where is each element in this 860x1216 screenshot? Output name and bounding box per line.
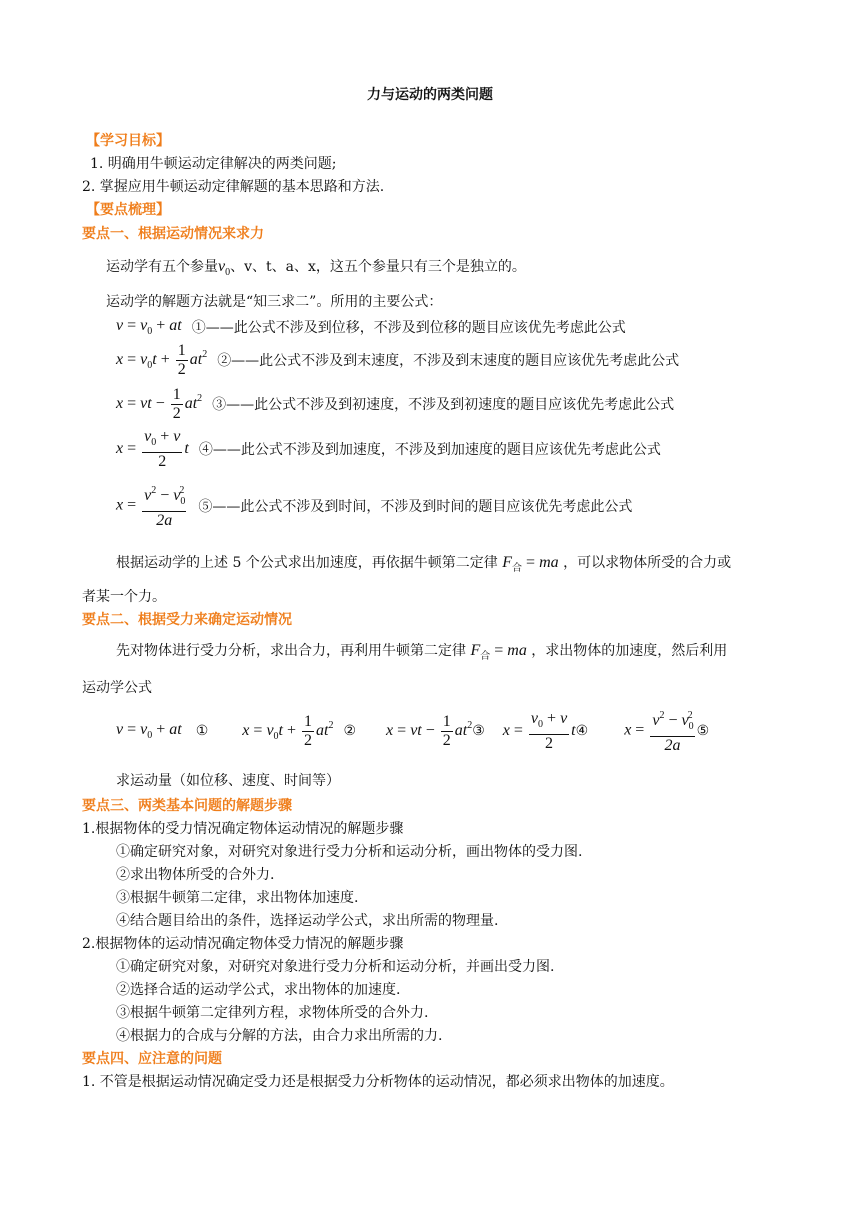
step1-heading: 1.根据物体的受力情况确定物体运动情况的解题步骤 bbox=[82, 821, 404, 837]
step1-item2: ②求出物体所受的合外力. bbox=[116, 867, 275, 883]
page-title: 力与运动的两类问题 bbox=[367, 87, 493, 103]
point2-para1: 先对物体进行受力分析，求出合力，再利用牛顿第二定律 $F_合$ = ma ，求出物体的加速度，然后利用 bbox=[116, 642, 728, 662]
point2-heading: 要点二、根据受力来确定运动情况 bbox=[82, 612, 292, 628]
row-formula-1: $v = v_0$ + at bbox=[116, 721, 182, 741]
formula-2: $x = v_0t$ + $\frac{1}{2}$ $at^2$ ②——此公式不涉及到末速度，不涉及到末速度的题目应该优先考虑此公式 bbox=[116, 341, 680, 378]
step2-item4: ④根据力的合成与分解的方法，由合力求出所需的力. bbox=[116, 1028, 443, 1044]
v0-symbol: $v_0$ bbox=[218, 258, 231, 278]
formula-5: x = $\frac{v^2 - v_0^2}{2a}$ ⑤——此公式不涉及到时间，不涉及到时间的题目应该优先考虑此公式 bbox=[116, 484, 632, 528]
point1-heading: 要点一、根据运动情况来求力 bbox=[82, 226, 264, 242]
step2-item3: ③根据牛顿第二定律列方程，求物体所受的合外力. bbox=[116, 1005, 429, 1021]
formula-3: x = vt − $\frac{1}{2}$ $at^2$ ③——此公式不涉及到初速度，不涉及到初速度的题目应该优先考虑此公式 bbox=[116, 385, 675, 422]
learning-goal-heading: 【学习目标】 bbox=[86, 133, 170, 149]
point1-para2: 运动学的解题方法就是“知三求二”。所用的主要公式： bbox=[106, 294, 443, 310]
goal-1: 1. 明确用牛顿运动定律解决的两类问题; bbox=[90, 156, 337, 172]
row-formula-3: x = vt − $\frac{1}{2}$ $at^2$ bbox=[386, 712, 473, 749]
formula-1: $v = v_0$ + at ①——此公式不涉及到位移，不涉及到位移的题目应该优先考虑此公式 bbox=[116, 317, 626, 337]
step2-item2: ②选择合适的运动学公式，求出物体的加速度. bbox=[116, 982, 401, 998]
point3-heading: 要点三、两类基本问题的解题步骤 bbox=[82, 798, 292, 814]
goal-2: 2. 掌握应用牛顿运动定律解题的基本思路和方法. bbox=[82, 179, 385, 195]
row-formula-5: x = $\frac{v^2 - v_0^2}{2a}$ bbox=[624, 707, 696, 755]
point4-item1: 1. 不管是根据运动情况确定受力还是根据受力分析物体的运动情况，都必须求出物体的加速度。 bbox=[82, 1074, 674, 1090]
step1-item4: ④结合题目给出的条件，选择运动学公式，求出所需的物理量. bbox=[116, 913, 499, 929]
point2-para1-cont: 运动学公式 bbox=[82, 680, 152, 696]
point4-heading: 要点四、应注意的问题 bbox=[82, 1051, 222, 1067]
point1-para1: 运动学有五个参量$v_0$、v、t、a、x，这五个参量只有三个是独立的。 bbox=[106, 258, 526, 278]
point2-para2: 求运动量（如位移、速度、时间等） bbox=[116, 773, 340, 789]
point1-para3-cont: 者某一个力。 bbox=[82, 589, 166, 605]
row-formula-2: $x = v_0t$ + $\frac{1}{2}$ $at^2$ bbox=[242, 712, 334, 749]
step2-heading: 2.根据物体的运动情况确定物体受力情况的解题步骤 bbox=[82, 936, 404, 952]
step1-item1: ①确定研究对象，对研究对象进行受力分析和运动分析，画出物体的受力图. bbox=[116, 844, 583, 860]
point1-para3: 根据运动学的上述 5 个公式求出加速度，再依据牛顿第二定律 $F_合$ = ma ，可以求物体所受的合力或 bbox=[116, 554, 732, 574]
formula-4: x = $\frac{v_0 + v}{2}$ t ④——此公式不涉及到加速度，不涉及到加速度的题目应该优先考虑此公式 bbox=[116, 427, 661, 470]
step1-item3: ③根据牛顿第二定律，求出物体加速度. bbox=[116, 890, 359, 906]
key-summary-heading: 【要点梳理】 bbox=[86, 202, 170, 218]
row-formula-4: x = $\frac{v_0 + v}{2}$ t bbox=[502, 709, 576, 752]
step2-item1: ①确定研究对象，对研究对象进行受力分析和运动分析，并画出受力图. bbox=[116, 959, 555, 975]
formula-row: $v = v_0$ + at ① $x = v_0t$ + $\frac{1}{2}$ $at^2$ ② x = vt − $\frac{1}{2}$ $at^2$ ③ x = $\frac{v_0 + v}{2}$ t ④ x = $\frac{v^2 - v_0^2}{2a}$ ⑤ bbox=[116, 708, 709, 754]
